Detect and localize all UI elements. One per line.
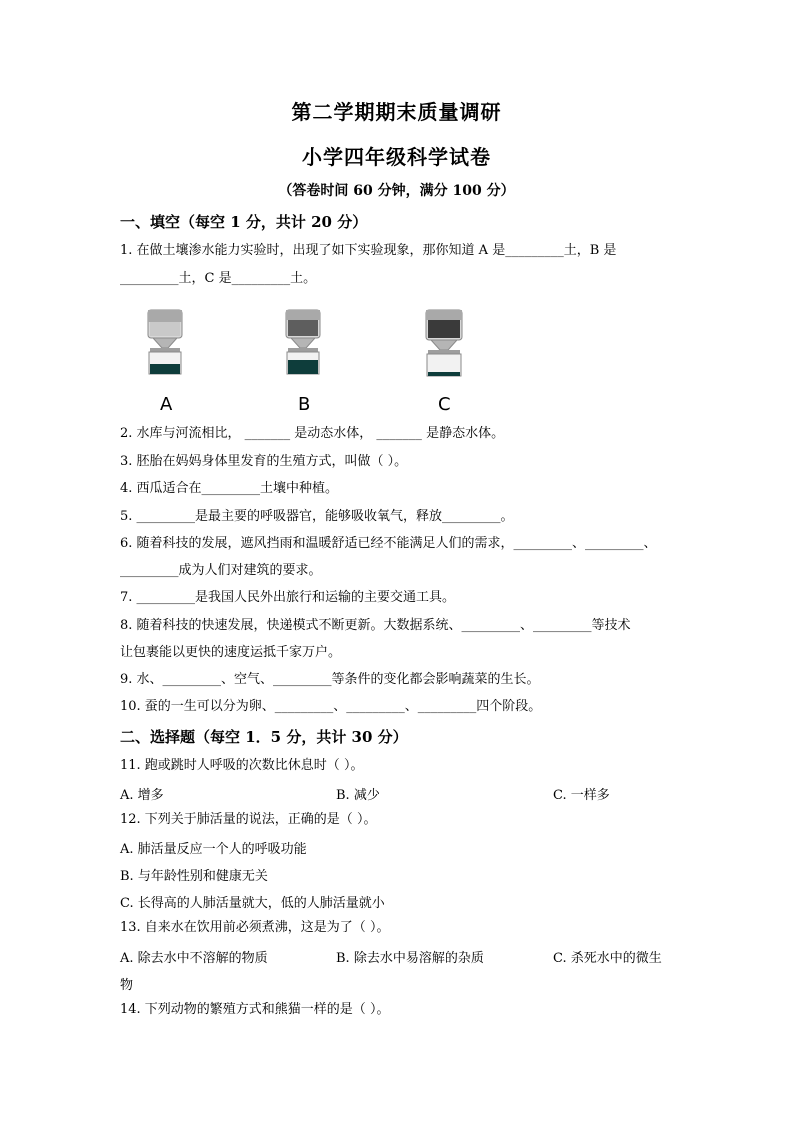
figure-label-a: A: [160, 394, 173, 415]
exam-title: 第二学期期末质量调研: [291, 100, 502, 124]
question-10: 10. 蚕的一生可以分为卵、_________、_________、_________四个阶段。: [120, 699, 542, 714]
question-7: 7. _________是我国人民外出旅行和运输的主要交通工具。: [120, 590, 456, 605]
exam-subtitle: 小学四年级科学试卷: [302, 145, 491, 169]
question-11-option-c: C. 一样多: [553, 788, 610, 803]
question-2: 2. 水库与河流相比， _______ 是动态水体， _______ 是静态水体。: [120, 426, 505, 441]
exam-note: （答卷时间 60 分钟，满分 100 分）: [278, 183, 515, 199]
question-9: 9. 水、_________、空气、_________等条件的变化都会影响蔬菜的生长。: [120, 672, 540, 687]
question-1-line-2: _________土，C 是_________土。: [120, 271, 317, 286]
question-6-line-1: 6. 随着科技的发展，遮风挡雨和温暖舒适已经不能满足人们的需求，_________、_________、: [120, 536, 657, 551]
question-8-line-1: 8. 随着科技的快速发展，快递模式不断更新。大数据系统、_________、_________等技术: [120, 618, 631, 633]
question-12-stem: 12. 下列关于肺活量的说法，正确的是（ ）。: [120, 812, 377, 827]
question-4: 4. 西瓜适合在_________土壤中种植。: [120, 481, 339, 496]
question-5: 5. _________是最主要的呼吸器官，能够吸收氧气，释放_________。: [120, 509, 514, 524]
section-1-heading: 一、填空（每空 1 分，共计 20 分）: [120, 213, 368, 231]
question-13-option-c: C. 杀死水中的微生: [553, 951, 662, 966]
question-11-option-a: A. 增多: [120, 788, 164, 803]
question-1-line-1: 1. 在做土壤渗水能力实验时，出现了如下实验现象，那你知道 A 是_________土，B 是: [120, 243, 617, 258]
question-13-option-a: A. 除去水中不溶解的物质: [120, 951, 268, 966]
question-3: 3. 胚胎在妈妈身体里发育的生殖方式，叫做（ ）。: [120, 454, 408, 469]
question-12-option-b: B. 与年龄性别和健康无关: [120, 869, 268, 884]
question-13-option-b: B. 除去水中易溶解的杂质: [336, 951, 484, 966]
question-8-line-2: 让包裹能以更快的速度运抵千家万户。: [120, 645, 342, 660]
section-2-heading: 二、选择题（每空 1．5 分，共计 30 分）: [120, 728, 408, 746]
question-11-option-b: B. 减少: [336, 788, 380, 803]
question-13-option-c-continued: 物: [120, 978, 134, 993]
question-11-stem: 11. 跑或跳时人呼吸的次数比休息时（ ）。: [120, 758, 364, 773]
figure-label-b: B: [298, 394, 311, 415]
funnel-figure-b: [283, 302, 343, 412]
funnel-figure-c: [423, 302, 483, 412]
question-14-stem: 14. 下列动物的繁殖方式和熊猫一样的是（ ）。: [120, 1002, 390, 1017]
question-12-option-c: C. 长得高的人肺活量就大，低的人肺活量就小: [120, 896, 385, 911]
funnel-figure-a: [145, 302, 205, 412]
figure-label-c: C: [438, 394, 451, 415]
soil-experiment-figures: [120, 302, 540, 417]
question-6-line-2: _________成为人们对建筑的要求。: [120, 563, 322, 578]
question-12-option-a: A. 肺活量反应一个人的呼吸功能: [120, 842, 307, 857]
question-13-stem: 13. 自来水在饮用前必须煮沸，这是为了（ ）。: [120, 920, 390, 935]
